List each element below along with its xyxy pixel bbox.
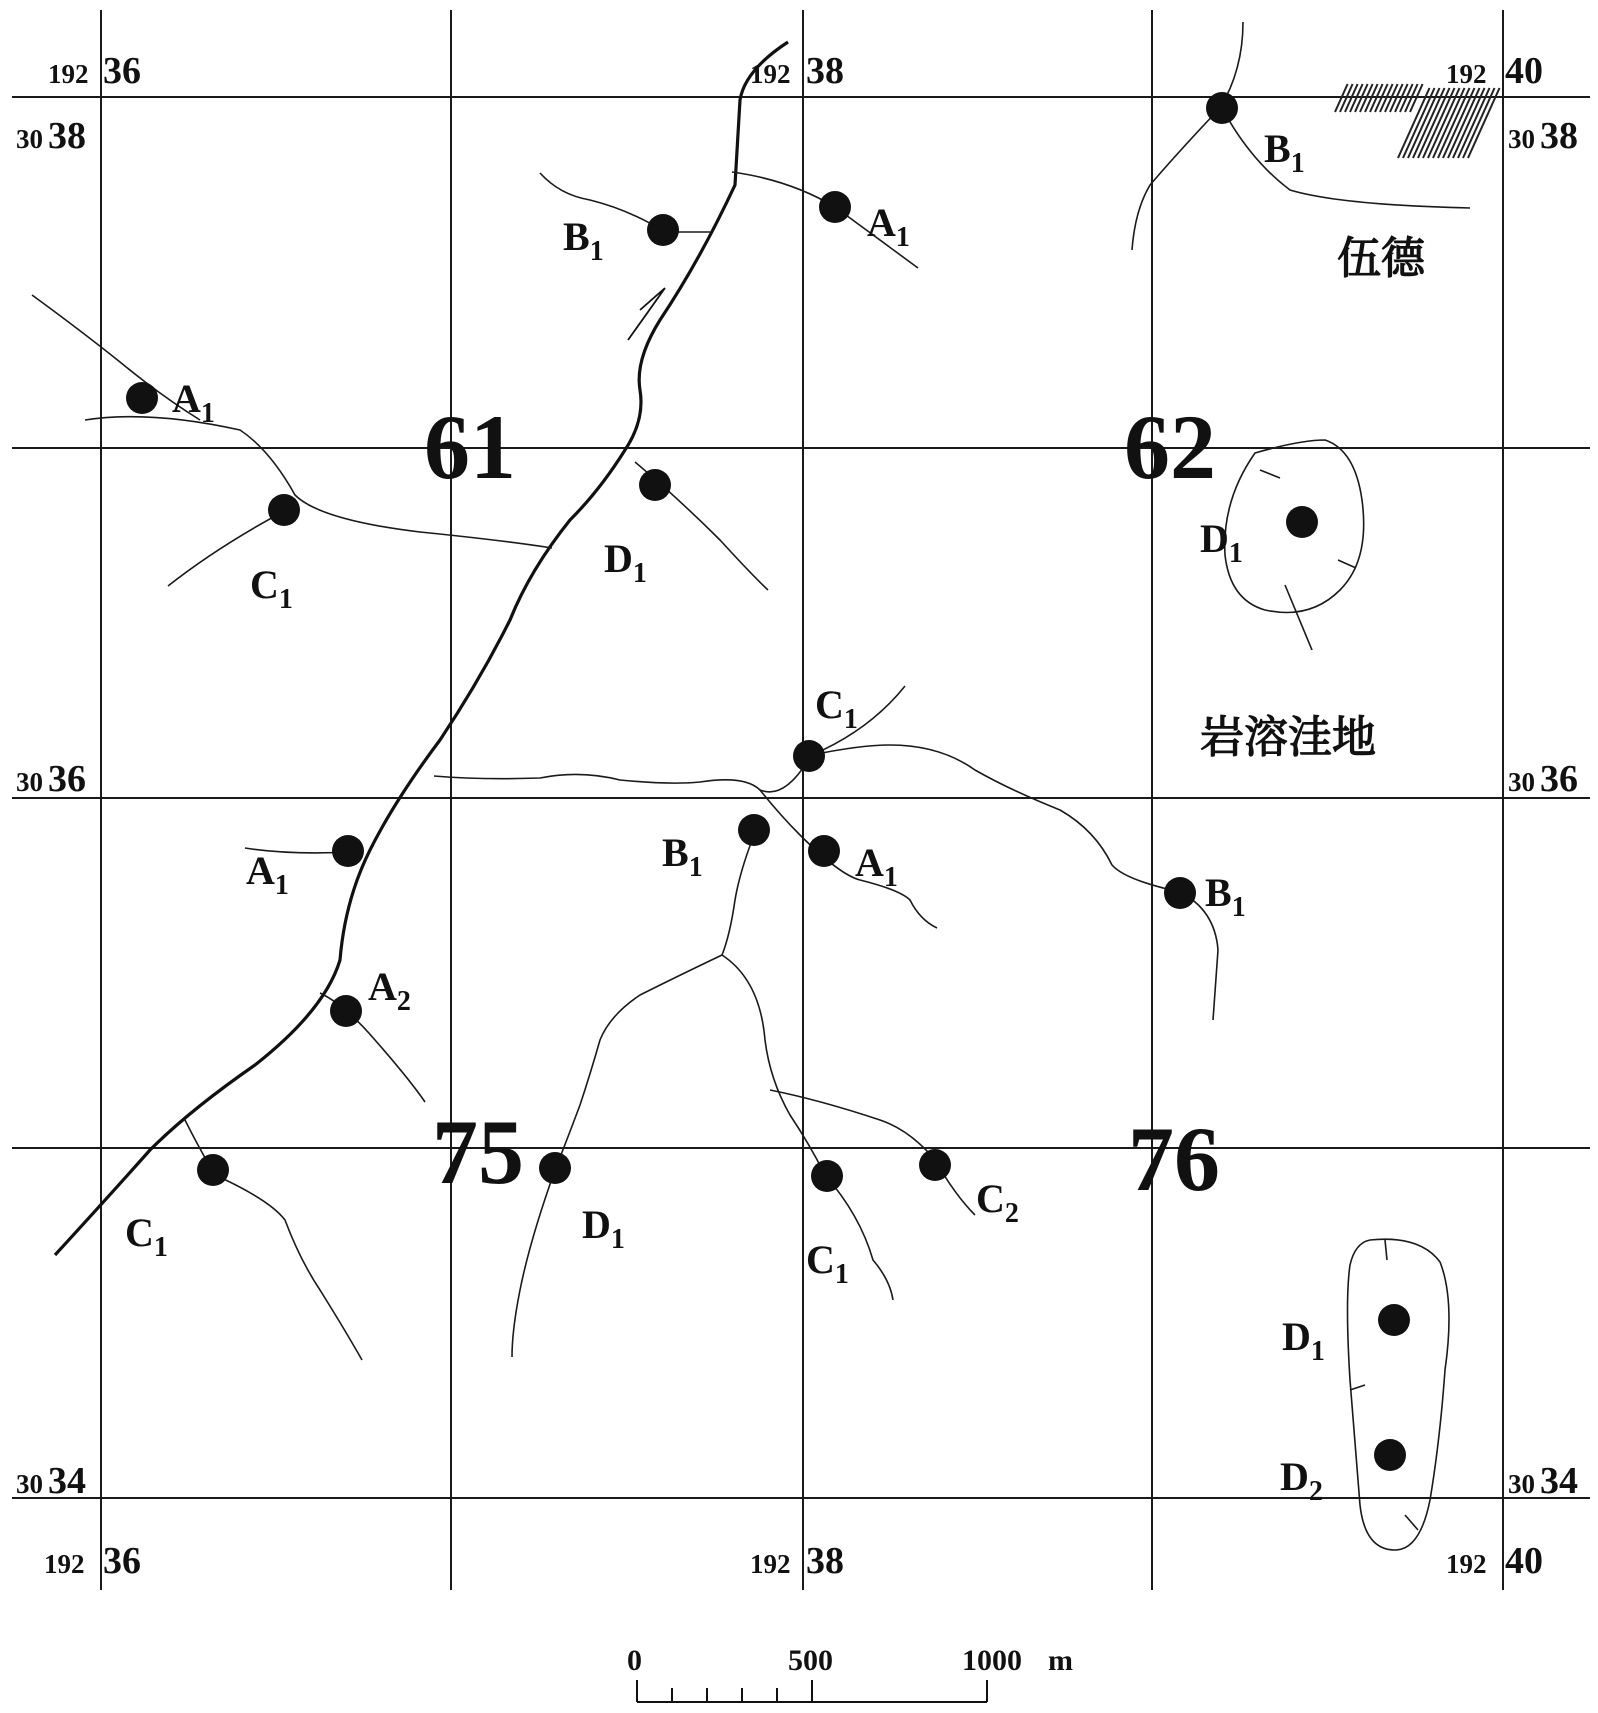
site-label: $C_1$ [125, 1210, 168, 1263]
northing-prefix: 30 [1508, 767, 1535, 797]
site-marker [808, 835, 840, 867]
easting-value: 40 [1505, 1540, 1543, 1582]
easting-value: 36 [103, 50, 141, 92]
site-marker [819, 191, 851, 223]
northing-prefix: 30 [16, 124, 43, 154]
depression-name: 岩溶洼地 [1200, 712, 1376, 763]
karst-tick [1405, 1515, 1418, 1530]
northing-value: 36 [48, 758, 86, 800]
site-marker [197, 1154, 229, 1186]
stream [760, 790, 937, 928]
scale-label: 0 [627, 1644, 642, 1677]
site-marker [1164, 877, 1196, 909]
karst-tick [1260, 470, 1280, 478]
easting-value: 38 [806, 50, 844, 92]
site-label: $A_1$ [246, 848, 289, 901]
karst-depression-outline [1348, 1239, 1450, 1550]
stream [434, 757, 810, 792]
karst-tick [1350, 1385, 1365, 1390]
site-label: $D_1$ [582, 1202, 625, 1255]
site-marker [268, 494, 300, 526]
karst-tick [1285, 585, 1312, 650]
site-markers [126, 92, 1410, 1471]
easting-prefix: 192 [1446, 1549, 1487, 1579]
karst-depression-ticks [1260, 470, 1356, 650]
stream [555, 830, 756, 1170]
block-number: 75 [432, 1101, 524, 1203]
village-hatch-icon [1335, 84, 1500, 158]
karst-tick [1385, 1240, 1387, 1260]
river-side-channel [628, 288, 665, 340]
streams [32, 22, 1470, 1360]
site-labels [125, 126, 1325, 1507]
main-river [55, 42, 788, 1255]
northing-value: 38 [1540, 115, 1578, 157]
site-marker [332, 835, 364, 867]
block-number: 62 [1124, 396, 1216, 498]
northing-prefix: 30 [16, 767, 43, 797]
scale-unit: m [1048, 1644, 1073, 1677]
site-marker [793, 740, 825, 772]
site-marker [330, 995, 362, 1027]
block-numbers [424, 396, 1220, 1210]
easting-value: 36 [103, 1540, 141, 1582]
easting-value: 40 [1505, 50, 1543, 92]
easting-prefix: 192 [750, 1549, 791, 1579]
scale-bar [627, 1644, 1073, 1702]
site-label: $C_2$ [976, 1176, 1019, 1229]
northing-value: 38 [48, 115, 86, 157]
site-label: $A_1$ [172, 376, 215, 429]
site-label: $C_1$ [250, 562, 293, 615]
site-label: $A_1$ [855, 840, 898, 893]
scale-label: 500 [788, 1644, 833, 1677]
northing-prefix: 30 [1508, 1469, 1535, 1499]
northing-value: 34 [48, 1460, 86, 1502]
site-label: $D_1$ [1200, 516, 1243, 569]
easting-prefix: 192 [1446, 59, 1487, 89]
northing-value: 36 [1540, 758, 1578, 800]
site-marker [1286, 506, 1318, 538]
site-label: $D_2$ [1280, 1454, 1323, 1507]
site-label: $B_1$ [662, 830, 703, 883]
easting-prefix: 192 [48, 59, 89, 89]
site-marker [1378, 1304, 1410, 1336]
site-label: $A_2$ [368, 964, 411, 1017]
site-marker [1206, 92, 1238, 124]
site-label: $B_1$ [563, 214, 604, 267]
site-marker [126, 382, 158, 414]
site-label: $B_1$ [1205, 870, 1246, 923]
site-marker [639, 469, 671, 501]
site-marker [919, 1149, 951, 1181]
site-marker [738, 814, 770, 846]
easting-value: 38 [806, 1540, 844, 1582]
site-label: $C_1$ [815, 682, 858, 735]
site-label: $A_1$ [867, 200, 910, 253]
scale-label: 1000 [962, 1644, 1022, 1677]
easting-prefix: 192 [44, 1549, 85, 1579]
site-label: $B_1$ [1264, 126, 1305, 179]
block-number: 61 [424, 396, 516, 498]
karst-tick [1338, 560, 1356, 568]
northing-value: 34 [1540, 1460, 1578, 1502]
block-number: 76 [1128, 1108, 1220, 1210]
northing-prefix: 30 [16, 1469, 43, 1499]
site-marker [1374, 1439, 1406, 1471]
site-marker [539, 1152, 571, 1184]
karst-depression-ticks [1350, 1240, 1418, 1530]
site-label: $D_1$ [1282, 1314, 1325, 1367]
site-label: $D_1$ [604, 536, 647, 589]
northing-prefix: 30 [1508, 124, 1535, 154]
easting-prefix: 192 [750, 59, 791, 89]
village-name: 伍德 [1337, 233, 1425, 284]
site-marker [647, 214, 679, 246]
site-marker [811, 1160, 843, 1192]
stream [1132, 22, 1243, 250]
site-label: $C_1$ [806, 1237, 849, 1290]
